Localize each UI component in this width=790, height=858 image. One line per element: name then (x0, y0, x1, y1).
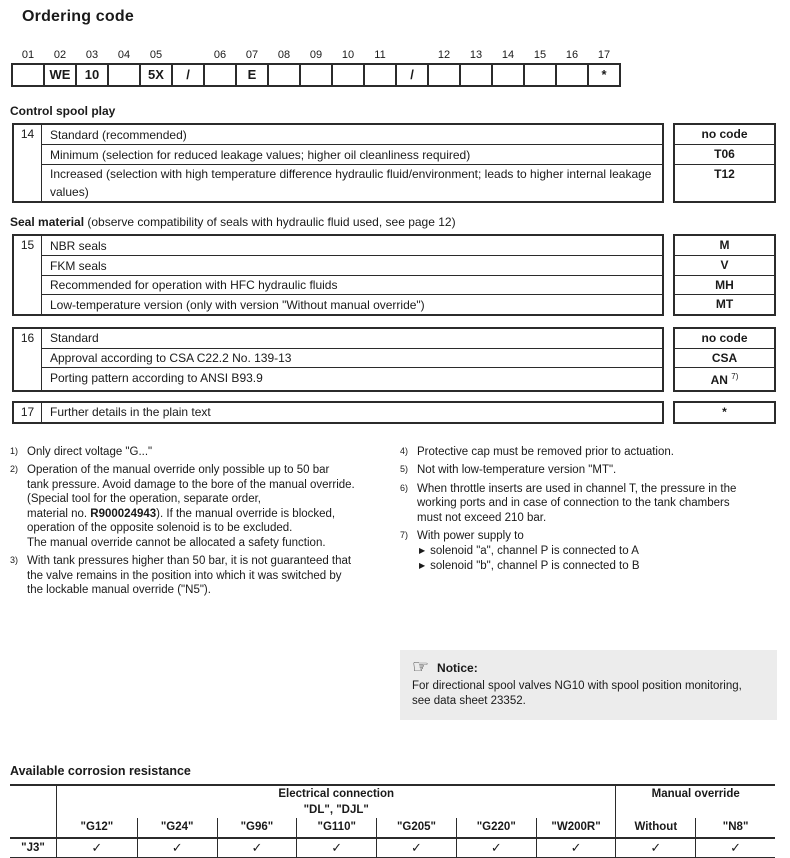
check-icon: ✓ (650, 839, 662, 855)
check-icon: ✓ (411, 839, 422, 855)
corrosion-header-cell: "G12" (57, 818, 137, 839)
footnote-body (27, 445, 400, 460)
ordering-code-position-label: 05 (149, 49, 163, 61)
spec-table-main (12, 123, 664, 203)
ordering-code-section (10, 104, 790, 203)
footnote (400, 445, 778, 460)
footnote (400, 463, 778, 478)
ordering-code-position-label: 17 (597, 49, 611, 61)
footnote (10, 554, 400, 598)
bullet-triangle-icon: ▶ (419, 545, 426, 555)
footnote-bullet-text: solenoid "a", channel P is connected to A (430, 544, 639, 557)
ordering-code-position-label: 06 (213, 49, 227, 61)
ordering-code-position-label: 13 (469, 49, 483, 61)
position-number: 15 (14, 236, 42, 314)
spec-description: Standard (50, 331, 99, 345)
footnote-line: the valve remains in the position into which it was switched by (27, 569, 342, 582)
footnote-body (417, 482, 778, 526)
ordering-code-box (523, 63, 557, 87)
ordering-code-cell (107, 48, 141, 87)
spec-table (12, 327, 790, 392)
check-icon: ✓ (730, 839, 742, 855)
ordering-code-position-label: 02 (53, 49, 67, 61)
footnote-line: tank pressure. Avoid damage to the bore of the manual override. (27, 478, 355, 491)
spec-code: MT (675, 294, 774, 314)
corrosion-header-cell: "N8" (695, 818, 775, 839)
ordering-code-position-label: 09 (309, 49, 323, 61)
footnote-line: With power supply to (417, 530, 524, 542)
ordering-code-cell (523, 48, 557, 87)
corrosion-header-cell: "G96" (217, 818, 297, 839)
footnote-marker: 5) (400, 464, 409, 474)
position-number: 14 (14, 125, 42, 201)
corrosion-group-header-manual-override: Manual override (615, 786, 775, 818)
spec-description: Porting pattern according to ANSI B93.9 (42, 367, 662, 387)
footnote-line (27, 507, 400, 522)
footnote-marker: 4) (400, 445, 409, 456)
ordering-code-cell (267, 48, 301, 87)
corrosion-check-cell (57, 839, 137, 857)
corrosion-header-cell: "G24" (137, 818, 217, 839)
footnote-line: Only direct voltage "G..." (27, 445, 153, 458)
footnote (400, 529, 778, 575)
notice-text (412, 679, 765, 709)
corrosion-check-cell (217, 839, 297, 857)
footnote-body (417, 529, 778, 575)
spec-code: no code (701, 330, 748, 345)
spec-code: V (675, 255, 774, 275)
ordering-code-box (427, 63, 461, 87)
spec-table-main (12, 401, 664, 424)
spec-table-codes (673, 123, 776, 203)
spec-code: T12 (675, 164, 774, 202)
check-icon: ✓ (570, 839, 582, 855)
footnote-marker: 3) (10, 555, 19, 565)
ordering-code-cell (459, 48, 493, 87)
ordering-code-position-label: 03 (85, 49, 99, 61)
footnote-line: With tank pressures higher than 50 bar, it is not guaranteed that (27, 555, 352, 567)
position-number: 16 (14, 329, 42, 390)
page-title: Ordering code (22, 8, 134, 25)
ordering-code-box (555, 63, 589, 87)
check-icon: ✓ (171, 839, 183, 855)
footnotes-left-column (10, 445, 400, 720)
footnote (10, 445, 400, 460)
ordering-code-position-label: 04 (117, 49, 131, 61)
ordering-code-cell (587, 48, 621, 87)
corrosion-header-cell: "G205" (376, 818, 456, 839)
spec-code: no code (701, 127, 748, 141)
ordering-code-cell (331, 48, 365, 87)
spec-table-codes (673, 234, 776, 316)
spec-code: T06 (675, 144, 774, 164)
footnote-marker: 7) (400, 530, 409, 540)
corrosion-check-cell (376, 839, 456, 857)
ordering-code-box: WE (43, 63, 77, 87)
ordering-code-box (491, 63, 525, 87)
ordering-code-strip (11, 48, 790, 87)
ordering-code-cell (555, 48, 589, 87)
bullet-triangle-icon: ▶ (419, 561, 426, 570)
ordering-code-cell (299, 48, 333, 87)
ordering-code-position-label: 16 (565, 49, 579, 61)
check-icon: ✓ (251, 839, 263, 855)
spec-description: Increased (selection with high temperature difference hydraulic fluid/environment; leads to higher internal leakage values) (42, 164, 662, 202)
footnote-line: Not with low-temperature version "MT". (417, 464, 617, 476)
ordering-code-box: / (395, 63, 429, 87)
notice-line: see data sheet 23352. (412, 694, 526, 707)
footnote-body (27, 554, 400, 598)
check-icon: ✓ (490, 839, 502, 855)
corrosion-check-cell (296, 839, 376, 857)
ordering-code-cell (139, 48, 173, 87)
notice-header (412, 656, 765, 678)
ordering-code-cell (75, 48, 109, 87)
ordering-code-box (299, 63, 333, 87)
check-icon: ✓ (91, 839, 103, 855)
corrosion-check-cell (615, 839, 695, 857)
corrosion-subheader: "DL", "DJL" (303, 804, 369, 816)
ordering-code-box (363, 63, 397, 87)
footnotes (10, 445, 790, 720)
spec-table-rows (42, 125, 662, 201)
spec-description: Recommended for operation with HFC hydraulic fluids (42, 275, 662, 295)
spec-description: Approval according to CSA C22.2 No. 139-13 (42, 348, 662, 368)
corrosion-group-header-electrical: Electrical connection (278, 788, 395, 800)
spec-description: Minimum (selection for reduced leakage values; higher oil cleanliness required) (42, 144, 662, 164)
footnote-line: Protective cap must be removed prior to actuation. (417, 445, 674, 458)
footnote-text: ). If the manual override is blocked, (156, 507, 336, 520)
footnote-body (417, 445, 778, 460)
footnote-line: must not exceed 210 bar. (417, 511, 547, 524)
corrosion-table (10, 784, 775, 858)
notice-title: Notice: (437, 660, 478, 675)
footnote-marker: 2) (10, 464, 19, 474)
section-title-text: Control spool play (10, 104, 116, 118)
footnotes-right-column (400, 445, 790, 720)
position-number: 17 (14, 403, 42, 422)
ordering-code-position-label (171, 48, 205, 63)
ordering-code-position-label: 08 (277, 49, 291, 61)
ordering-code-box: * (587, 63, 621, 87)
spec-table (12, 123, 790, 203)
ordering-code-cell (491, 48, 525, 87)
ordering-code-section (10, 327, 790, 392)
ordering-code-position-label: 14 (501, 49, 515, 61)
corrosion-section (10, 764, 790, 858)
corrosion-check-cell (695, 839, 775, 857)
section-title (10, 104, 790, 118)
corrosion-header-cell: Without (615, 818, 695, 839)
footnote-body (27, 463, 400, 550)
spec-table-main (12, 327, 664, 392)
ordering-code-position-label: 11 (374, 49, 386, 61)
notice-line: For directional spool valves NG10 with spool position monitoring, (412, 679, 742, 692)
ordering-code-section (10, 215, 790, 316)
footnote-bullet-text: solenoid "b", channel P is connected to B (430, 560, 640, 572)
corrosion-title: Available corrosion resistance (10, 763, 191, 778)
corrosion-corner-cell (10, 786, 57, 839)
spec-table-codes (673, 327, 776, 392)
footnote-marker: 1) (10, 445, 19, 456)
spec-description: Further details in the plain text (50, 405, 211, 419)
section-title (10, 215, 790, 229)
corrosion-header-cell: "W200R" (536, 818, 616, 839)
section-title-note: (observe compatibility of seals with hydraulic fluid used, see page 12) (84, 215, 456, 229)
ordering-code-cell (11, 48, 45, 87)
footnote-bold-text: R900024943 (90, 507, 157, 520)
footnote-body (417, 463, 778, 478)
footnote-bullet (417, 559, 778, 575)
footnote-line: Operation of the manual override only possible up to 50 bar (27, 464, 330, 476)
corrosion-check-cell (137, 839, 217, 857)
ordering-code-position-label: 15 (533, 49, 547, 61)
ordering-code-position-label (395, 48, 429, 63)
ordering-code-position-label: 10 (341, 49, 355, 61)
spec-table-rows (42, 236, 662, 314)
spec-description: Low-temperature version (only with version "Without manual override") (42, 294, 662, 314)
spec-table (12, 234, 790, 316)
ordering-code-cell (395, 48, 429, 87)
ordering-code-section (10, 401, 790, 424)
footnote-line: working ports and in case of connection to the tank chambers (417, 497, 730, 509)
pointing-hand-icon: ☞ (412, 656, 430, 678)
ordering-code-box (203, 63, 237, 87)
ordering-code-box: 10 (75, 63, 109, 87)
spec-table-main (12, 234, 664, 316)
ordering-code-cell (43, 48, 77, 87)
spec-table-rows (42, 329, 662, 390)
footnotes-right-items (400, 445, 778, 575)
ordering-code-box (459, 63, 493, 87)
spec-code-footnote-ref: 7) (731, 372, 739, 381)
corrosion-header-cell: "G220" (456, 818, 536, 839)
ordering-code-cell (427, 48, 461, 87)
ordering-code-position-label: 12 (437, 49, 451, 61)
spec-description: FKM seals (42, 255, 662, 275)
ordering-code-box: 5X (139, 63, 173, 87)
ordering-code-cell (235, 48, 269, 87)
ordering-code-box (11, 63, 45, 87)
check-icon: ✓ (331, 839, 343, 855)
footnote-line: (Special tool for the operation, separate order, (27, 493, 261, 505)
ordering-code-box (107, 63, 141, 87)
spec-table (12, 401, 790, 424)
corrosion-header-cell: "G110" (296, 818, 376, 839)
footnote-line: the lockable manual override ("N5"). (27, 584, 211, 596)
ordering-code-box (331, 63, 365, 87)
ordering-code-sections (10, 104, 790, 424)
ordering-code-box: / (171, 63, 205, 87)
notice-box (400, 650, 777, 720)
ordering-code-position-label: 07 (245, 49, 259, 61)
ordering-code-cell (171, 48, 205, 87)
footnote-line: When throttle inserts are used in channel T, the pressure in the (417, 482, 737, 495)
spec-description: NBR seals (50, 238, 107, 253)
footnote (10, 463, 400, 550)
spec-description: Standard (recommended) (50, 127, 187, 142)
footnote-line: The manual override cannot be allocated a safety function. (27, 536, 326, 549)
spec-code: AN $^{7)}$ (675, 367, 774, 390)
footnote (400, 482, 778, 526)
spec-table-codes (673, 401, 776, 424)
footnote-text: material no. (27, 507, 91, 520)
ordering-code-box (267, 63, 301, 87)
spec-code: * (722, 404, 727, 419)
ordering-code-position-label: 01 (21, 49, 35, 61)
footnote-marker: 6) (400, 482, 409, 493)
section-title-text: Seal material (10, 215, 85, 229)
corrosion-check-cell (536, 839, 616, 857)
ordering-code-cell (363, 48, 397, 87)
spec-table-rows (42, 403, 662, 422)
ordering-code-box: E (235, 63, 269, 87)
footnote-bullet (417, 544, 778, 560)
footnote-line: operation of the opposite solenoid is to be excluded. (27, 522, 293, 534)
spec-code: CSA (675, 348, 774, 368)
corrosion-check-cell (456, 839, 536, 857)
spec-code: M (719, 238, 730, 252)
corrosion-row-label: "J3" (10, 839, 57, 857)
ordering-code-cell (203, 48, 237, 87)
spec-code: MH (675, 275, 774, 295)
